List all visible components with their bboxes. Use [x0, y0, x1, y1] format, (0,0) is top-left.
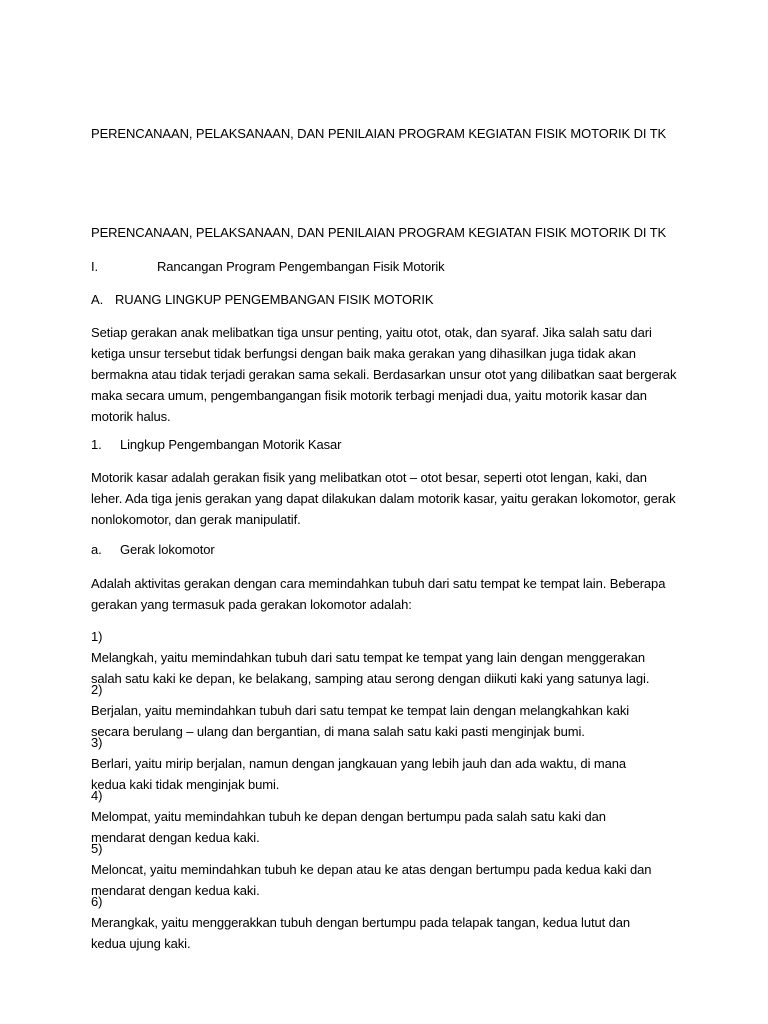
- list-item-marker: 3): [91, 735, 103, 750]
- list-item-marker: 4): [91, 788, 103, 803]
- heading-section-i: [91, 257, 445, 278]
- list-item-line: kedua kaki tidak menginjak bumi.: [91, 777, 280, 792]
- list-item-marker: 6): [91, 894, 103, 909]
- heading-gerak-lokomotor-text: Gerak lokomotor: [120, 542, 215, 557]
- list-item-line: salah satu kaki ke depan, ke belakang, samping atau serong dengan diikuti kaki yang satunya lagi.: [91, 671, 650, 686]
- heading-section-a-marker: A.: [91, 292, 104, 307]
- list-item-text: Meloncat, yaitu memindahkan tubuh ke depan atau ke atas dengan bertumpu pada kedua kaki dan: [91, 862, 652, 877]
- list-item-line: mendarat dengan kedua kaki.: [91, 883, 260, 898]
- heading-section-a: [91, 290, 433, 311]
- list-item-text: Merangkak, yaitu menggerakkan tubuh dengan bertumpu pada telapak tangan, kedua lutut dan: [91, 915, 631, 930]
- heading-section-i-text: Rancangan Program Pengembangan Fisik Motorik: [157, 259, 445, 274]
- intro-line: ketiga unsur tersebut tidak berfungsi dengan baik maka gerakan yang dihasilkan juga tidak akan: [91, 346, 636, 361]
- kasar-line: leher. Ada tiga jenis gerakan yang dapat dilakukan dalam motorik kasar, yaitu gerakan lokomotor, gerak: [91, 491, 676, 506]
- document-title-second: PERENCANAAN, PELAKSANAAN, DAN PENILAIAN PROGRAM KEGIATAN FISIK MOTORIK DI TK: [91, 225, 667, 240]
- lokomotor-paragraph: [91, 573, 691, 615]
- list-item-text: Berjalan, yaitu memindahkan tubuh dari satu tempat ke tempat lain dengan melangkahkan kaki: [91, 703, 630, 718]
- list-item-marker: 5): [91, 841, 103, 856]
- list-item-text: Melangkah, yaitu memindahkan tubuh dari satu tempat ke tempat yang lain dengan menggerakan: [91, 650, 645, 665]
- intro-line: bermakna atau tidak terjadi gerakan sama sekali. Berdasarkan unsur otot yang dilibatkan saat bergerak: [91, 367, 677, 382]
- document-title-top: PERENCANAAN, PELAKSANAAN, DAN PENILAIAN PROGRAM KEGIATAN FISIK MOTORIK DI TK: [91, 126, 667, 141]
- intro-line: motorik halus.: [91, 409, 171, 424]
- list-item-marker: 2): [91, 682, 103, 697]
- kasar-line: nonlokomotor, dan gerak manipulatif.: [91, 512, 301, 527]
- heading-section-1-marker: 1.: [91, 437, 102, 452]
- list-item-line: [91, 732, 691, 774]
- list-item-line: secara berulang – ulang dan bergantian, di mana salah satu kaki pasti menginjak bumi.: [91, 724, 585, 739]
- heading-section-i-marker: I.: [91, 259, 99, 274]
- lokomotor-line: Adalah aktivitas gerakan dengan cara memindahkan tubuh dari satu tempat ke tempat lain. Beberapa: [91, 576, 666, 591]
- list-item: [91, 891, 691, 954]
- kasar-line: Motorik kasar adalah gerakan fisik yang melibatkan otot – otot besar, seperti otot lengan, kaki, dan: [91, 470, 647, 485]
- list-item-line: [91, 626, 691, 668]
- list-item-line: [91, 785, 691, 827]
- heading-gerak-lokomotor: [91, 540, 215, 561]
- intro-line: Setiap gerakan anak melibatkan tiga unsur penting, yaitu otot, otak, dan syaraf. Jika salah satu dari: [91, 325, 652, 340]
- lokomotor-line: gerakan yang termasuk pada gerakan lokomotor adalah:: [91, 597, 412, 612]
- list-item-marker: 1): [91, 629, 103, 644]
- heading-section-a-text: RUANG LINGKUP PENGEMBANGAN FISIK MOTORIK: [115, 292, 434, 307]
- list-item-text: Berlari, yaitu mirip berjalan, namun dengan jangkauan yang lebih jauh dan ada waktu, di mana: [91, 756, 626, 771]
- heading-section-1-text: Lingkup Pengembangan Motorik Kasar: [120, 437, 342, 452]
- list-item-line: [91, 891, 691, 933]
- heading-section-1: [91, 435, 341, 456]
- intro-paragraph: [91, 322, 691, 427]
- list-item-line: [91, 838, 691, 880]
- list-item-text: Melompat, yaitu memindahkan tubuh ke depan dengan bertumpu pada salah satu kaki dan: [91, 809, 606, 824]
- intro-line: maka secara umum, pengembangangan fisik motorik terbagi menjadi dua, yaitu motorik kasar dan: [91, 388, 647, 403]
- list-item-line: [91, 679, 691, 721]
- list-item-line: mendarat dengan kedua kaki.: [91, 830, 260, 845]
- list-item-line: kedua ujung kaki.: [91, 936, 191, 951]
- heading-gerak-lokomotor-marker: a.: [91, 542, 102, 557]
- motorik-kasar-paragraph: [91, 467, 691, 530]
